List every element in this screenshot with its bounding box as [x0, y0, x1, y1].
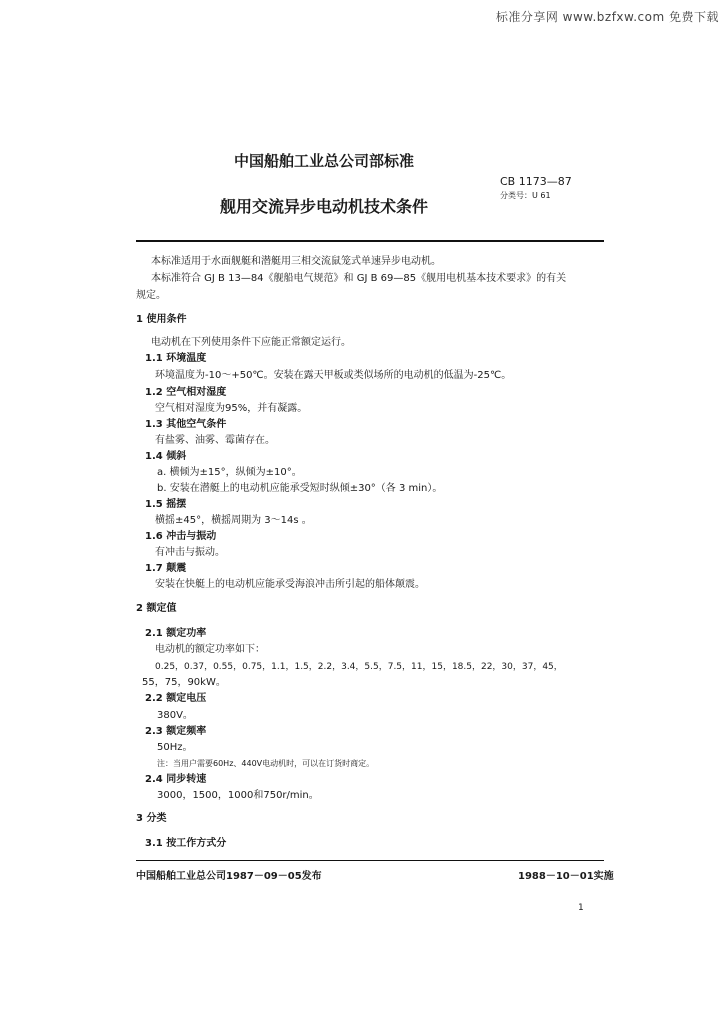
subsection-heading: 1.5 摇摆: [145, 499, 187, 510]
body-line: 横摇±45°，横摇周期为 3～14s 。: [155, 515, 312, 526]
subsection-heading: 1.3 其他空气条件: [145, 419, 227, 430]
body-line: 有盐雾、油雾、霉菌存在。: [155, 435, 275, 446]
body-line: 本标准适用于水面舰艇和潜艇用三相交流鼠笼式单速异步电动机。: [151, 256, 441, 267]
section-heading: 2 额定值: [136, 603, 177, 614]
issue-date: 中国船舶工业总公司1987－09－05发布: [136, 871, 322, 882]
body-line: 50Hz。: [157, 742, 193, 753]
body-line: 电动机的额定功率如下：: [155, 644, 265, 655]
page-number: 1: [578, 903, 584, 913]
body-line: 55，75，90kW。: [142, 677, 226, 688]
subsection-heading: 2.1 额定功率: [145, 628, 207, 639]
body-line: a. 横倾为±15°，纵倾为±10°。: [157, 467, 302, 478]
body-line: 安装在快艇上的电动机应能承受海浪冲击所引起的船体颠震。: [155, 579, 425, 590]
body-line: 环境温度为-10～+50℃。安装在露天甲板或类似场所的电动机的低温为-25℃。: [155, 370, 512, 381]
effective-date: 1988－10－01实施: [518, 871, 614, 882]
subsection-heading: 1.7 颠震: [145, 563, 187, 574]
organization-title: 中国船舶工业总公司部标准: [234, 152, 415, 170]
subsection-heading: 1.6 冲击与振动: [145, 531, 217, 542]
subsection-heading: 2.2 额定电压: [145, 693, 207, 704]
subsection-heading: 2.4 同步转速: [145, 774, 207, 785]
subsection-heading: 1.2 空气相对湿度: [145, 387, 227, 398]
body-line: 0.25，0.37，0.55，0.75，1.1，1.5，2.2，3.4，5.5，7.5，11，15，18.5，22，30，37，45，: [155, 662, 563, 672]
body-line: 380V。: [157, 710, 193, 721]
body-line: b. 安装在潜艇上的电动机应能承受短时纵倾±30°（各 3 min）。: [157, 483, 443, 494]
subsection-heading: 2.3 额定频率: [145, 726, 207, 737]
subsection-heading: 1.4 倾斜: [145, 451, 187, 462]
classification-number: 分类号：U 61: [500, 191, 551, 200]
body-line: 空气相对湿度为95%，并有凝露。: [155, 403, 308, 414]
subsection-heading: 3.1 按工作方式分: [145, 838, 227, 849]
footer-divider: [136, 860, 604, 861]
body-line: 规定。: [136, 290, 166, 301]
section-heading: 3 分类: [136, 813, 167, 824]
note-line: 注：当用户需要60Hz、440V电动机时，可以在订货时商定。: [157, 759, 375, 768]
section-heading: 1 使用条件: [136, 314, 187, 325]
document-title: 舰用交流异步电动机技术条件: [220, 197, 429, 216]
body-line: 本标准符合 GJ B 13—84《舰船电气规范》和 GJ B 69—85《舰用电机基本技术要求》的有关: [151, 273, 567, 284]
body-line: 3000，1500，1000和750r/min。: [157, 790, 319, 801]
body-line: 电动机在下列使用条件下应能正常额定运行。: [151, 337, 351, 348]
standard-code: CB 1173—87: [500, 175, 572, 188]
header-divider: [136, 240, 604, 242]
watermark-text: 标准分享网 www.bzfxw.com 免费下载: [495, 10, 719, 24]
body-line: 有冲击与振动。: [155, 547, 225, 558]
subsection-heading: 1.1 环境温度: [145, 353, 207, 364]
